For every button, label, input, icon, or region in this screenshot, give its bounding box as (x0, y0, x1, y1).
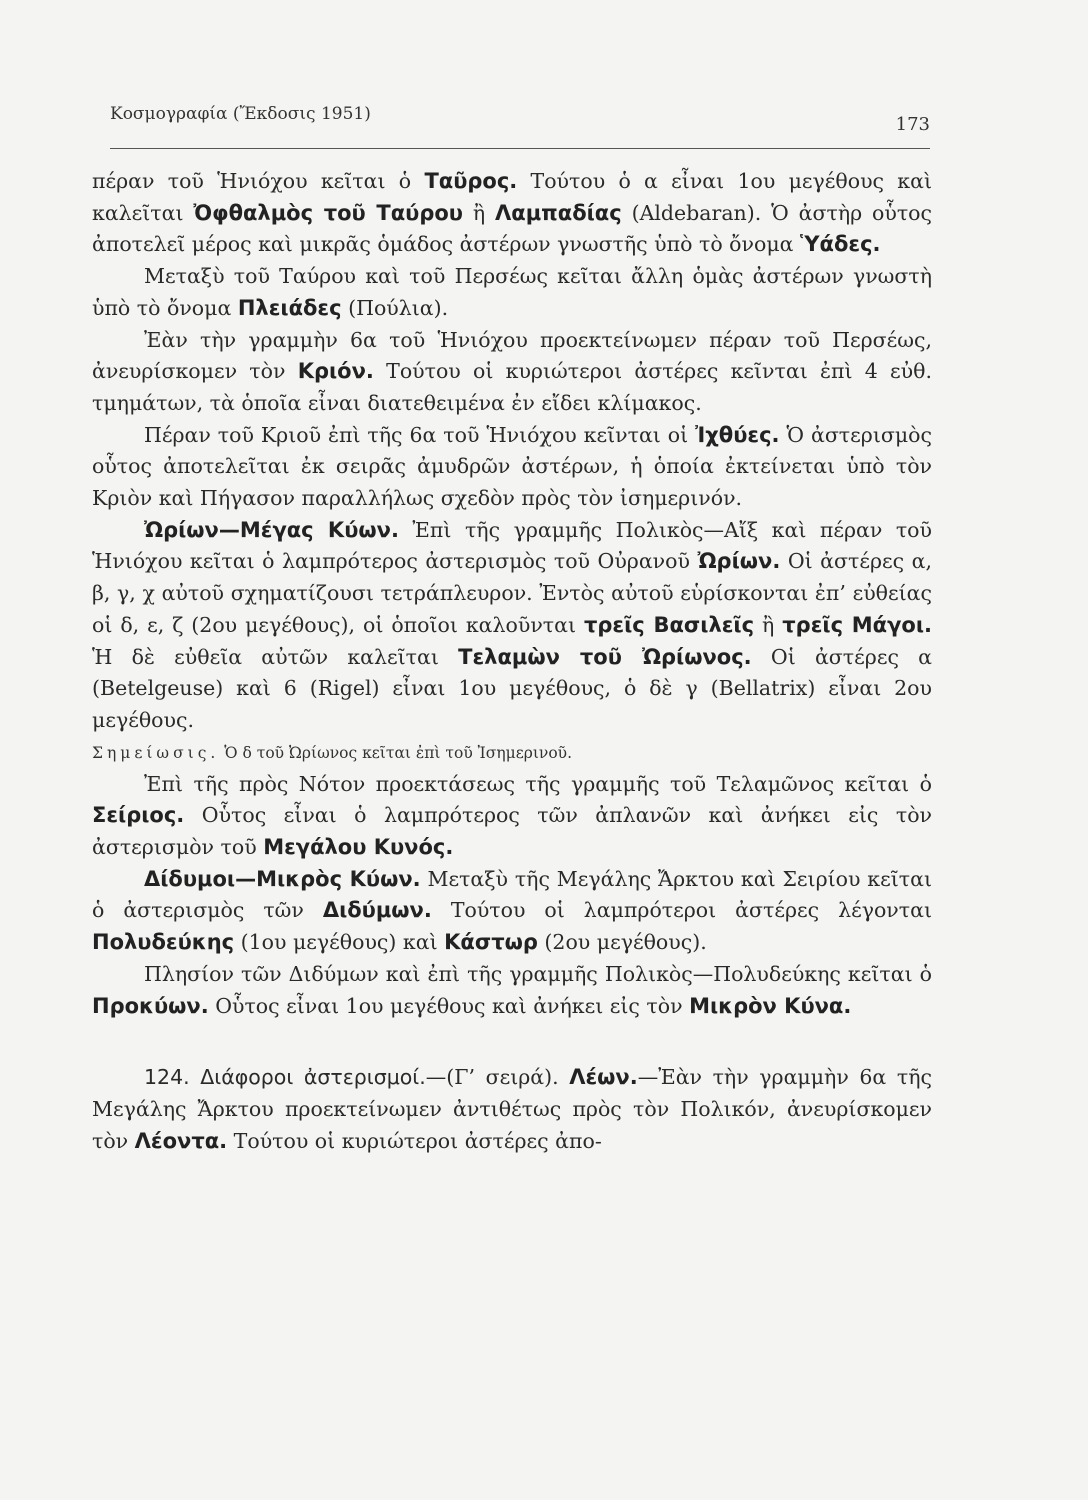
section-gap (92, 1022, 932, 1062)
page-number: 173 (895, 114, 930, 135)
paragraph-gemini: Δίδυμοι—Μικρὸς Κύων. Μεταξὺ τῆς Μεγάλης Ἄρκτου καὶ Σειρίου κεῖται ὁ ἀστερισμὸς τῶν Διδύμων. Τούτου οἱ λαμπρότεροι ἀστέρες λέγονται Πολυδεύκης (1ου μεγέθους) καὶ Κάστωρ (2ου μεγέθους). (92, 866, 933, 955)
paragraph-pleiades: Μεταξὺ τοῦ Ταύρου καὶ τοῦ Περσέως κεῖται ἄλλη ὁμὰς ἀστέρων γνωστὴ ὑπὸ τὸ ὄνομα Πλειάδες (Πούλια). (92, 264, 932, 320)
note-paragraph: Σημείωσις. Ὁ δ τοῦ Ὠρίωνος κεῖται ἐπὶ τοῦ Ἰσημερινοῦ. (92, 743, 573, 762)
paragraph-aries: Ἐὰν τὴν γραμμὴν 6α τοῦ Ἡνιόχου προεκτείνωμεν πέραν τοῦ Περσέως, ἀνευρίσκομεν τὸν Κριόν. Τούτου οἱ κυριώτεροι ἀστέρες κεῖνται ἐπὶ 4 εὐθ. τμημάτων, τὰ ὁποῖα εἶναι διατεθειμένα ἐν εἴδει κλίμακος. (92, 327, 932, 415)
paragraph-sirius: Ἐπὶ τῆς πρὸς Νότον προεκτάσεως τῆς γραμμῆς τοῦ Τελαμῶνος κεῖται ὁ Σείριος. Οὗτος εἶναι ὁ λαμπρότερος τῶν ἀπλανῶν καὶ ἀνήκει εἰς τὸν ἀστερισμὸν τοῦ Μεγάλου Κυνός. (92, 771, 932, 860)
page-header (110, 96, 930, 149)
paragraph-pisces: Πέραν τοῦ Κριοῦ ἐπὶ τῆς 6α τοῦ Ἡνιόχου κεῖνται οἱ Ἰχθύες. Ὁ ἀστερισμὸς οὗτος ἀποτελεῖται ἐκ σειρᾶς ἀμυδρῶν ἀστέρων, ἡ ὁποία ἐκτείνεται ὑπὸ τὸν Κριὸν καὶ Πήγασον παραλλήλως σχεδὸν πρὸς τὸν ἰσημερινόν. (92, 422, 932, 511)
section-124: 124. Διάφοροι ἀστερισμοί.—(Γ’ σειρά). Λέων.—Ἐὰν τὴν γραμμὴν 6α τῆς Μεγάλης Ἄρκτου προεκτείνωμεν ἀντιθέτως πρὸς τὸν Πολικόν, ἀνευρίσκομεν τὸν Λέοντα. Τούτου οἱ κυριώτεροι ἀστέρες ἀπο- (92, 1065, 932, 1153)
paragraph-orion: Ὠρίων—Μέγας Κύων. Ἐπὶ τῆς γραμμῆς Πολικὸς—Αἴξ καὶ πέραν τοῦ Ἡνιόχου κεῖται ὁ λαμπρότερος ἀστερισμὸς τοῦ Οὐρανοῦ Ὠρίων. Οἱ ἀστέρες α, β, γ, χ αὐτοῦ σχηματίζουσι τετράπλευρον. Ἐντὸς αὐτοῦ εὑρίσκονται ἐπ’ εὐθείας οἱ δ, ε, ζ (2ου μεγέθους), οἱ ὁποῖοι καλοῦνται τρεῖς Βασιλεῖς ἢ τρεῖς Μάγοι. Ἡ δὲ εὐθεῖα αὐτῶν καλεῖται Τελαμὼν τοῦ Ὠρίωνος. Οἱ ἀστέρες α (Betelgeuse) καὶ 6 (Rigel) εἶναι 1ου μεγέθους, ὁ δὲ γ (Bellatrix) εἶναι 2ου μεγέθους. (92, 517, 932, 732)
paragraph-procyon: Πλησίον τῶν Διδύμων καὶ ἐπὶ τῆς γραμμῆς Πολικὸς—Πολυδεύκης κεῖται ὁ Προκύων. Οὗτος εἶναι 1ου μεγέθους καὶ ἀνήκει εἰς τὸν Μικρὸν Κύνα. (92, 961, 932, 1018)
paragraph-taurus: πέραν τοῦ Ἡνιόχου κεῖται ὁ Ταῦρος. Τούτου ὁ α εἶναι 1ου μεγέθους καὶ καλεῖται Ὀφθαλμὸς τοῦ Ταύρου ἢ Λαμπαδίας (Aldebaran). Ὁ ἀστὴρ οὗτος ἀποτελεῖ μέρος καὶ μικρᾶς ὁμάδος ἀστέρων γνωστῆς ὑπὸ τὸ ὄνομα Ὑάδες. (92, 169, 932, 257)
running-title: Κοσμογραφία (Ἔκδοσις 1951) (110, 104, 371, 124)
main-text (92, 166, 932, 1157)
